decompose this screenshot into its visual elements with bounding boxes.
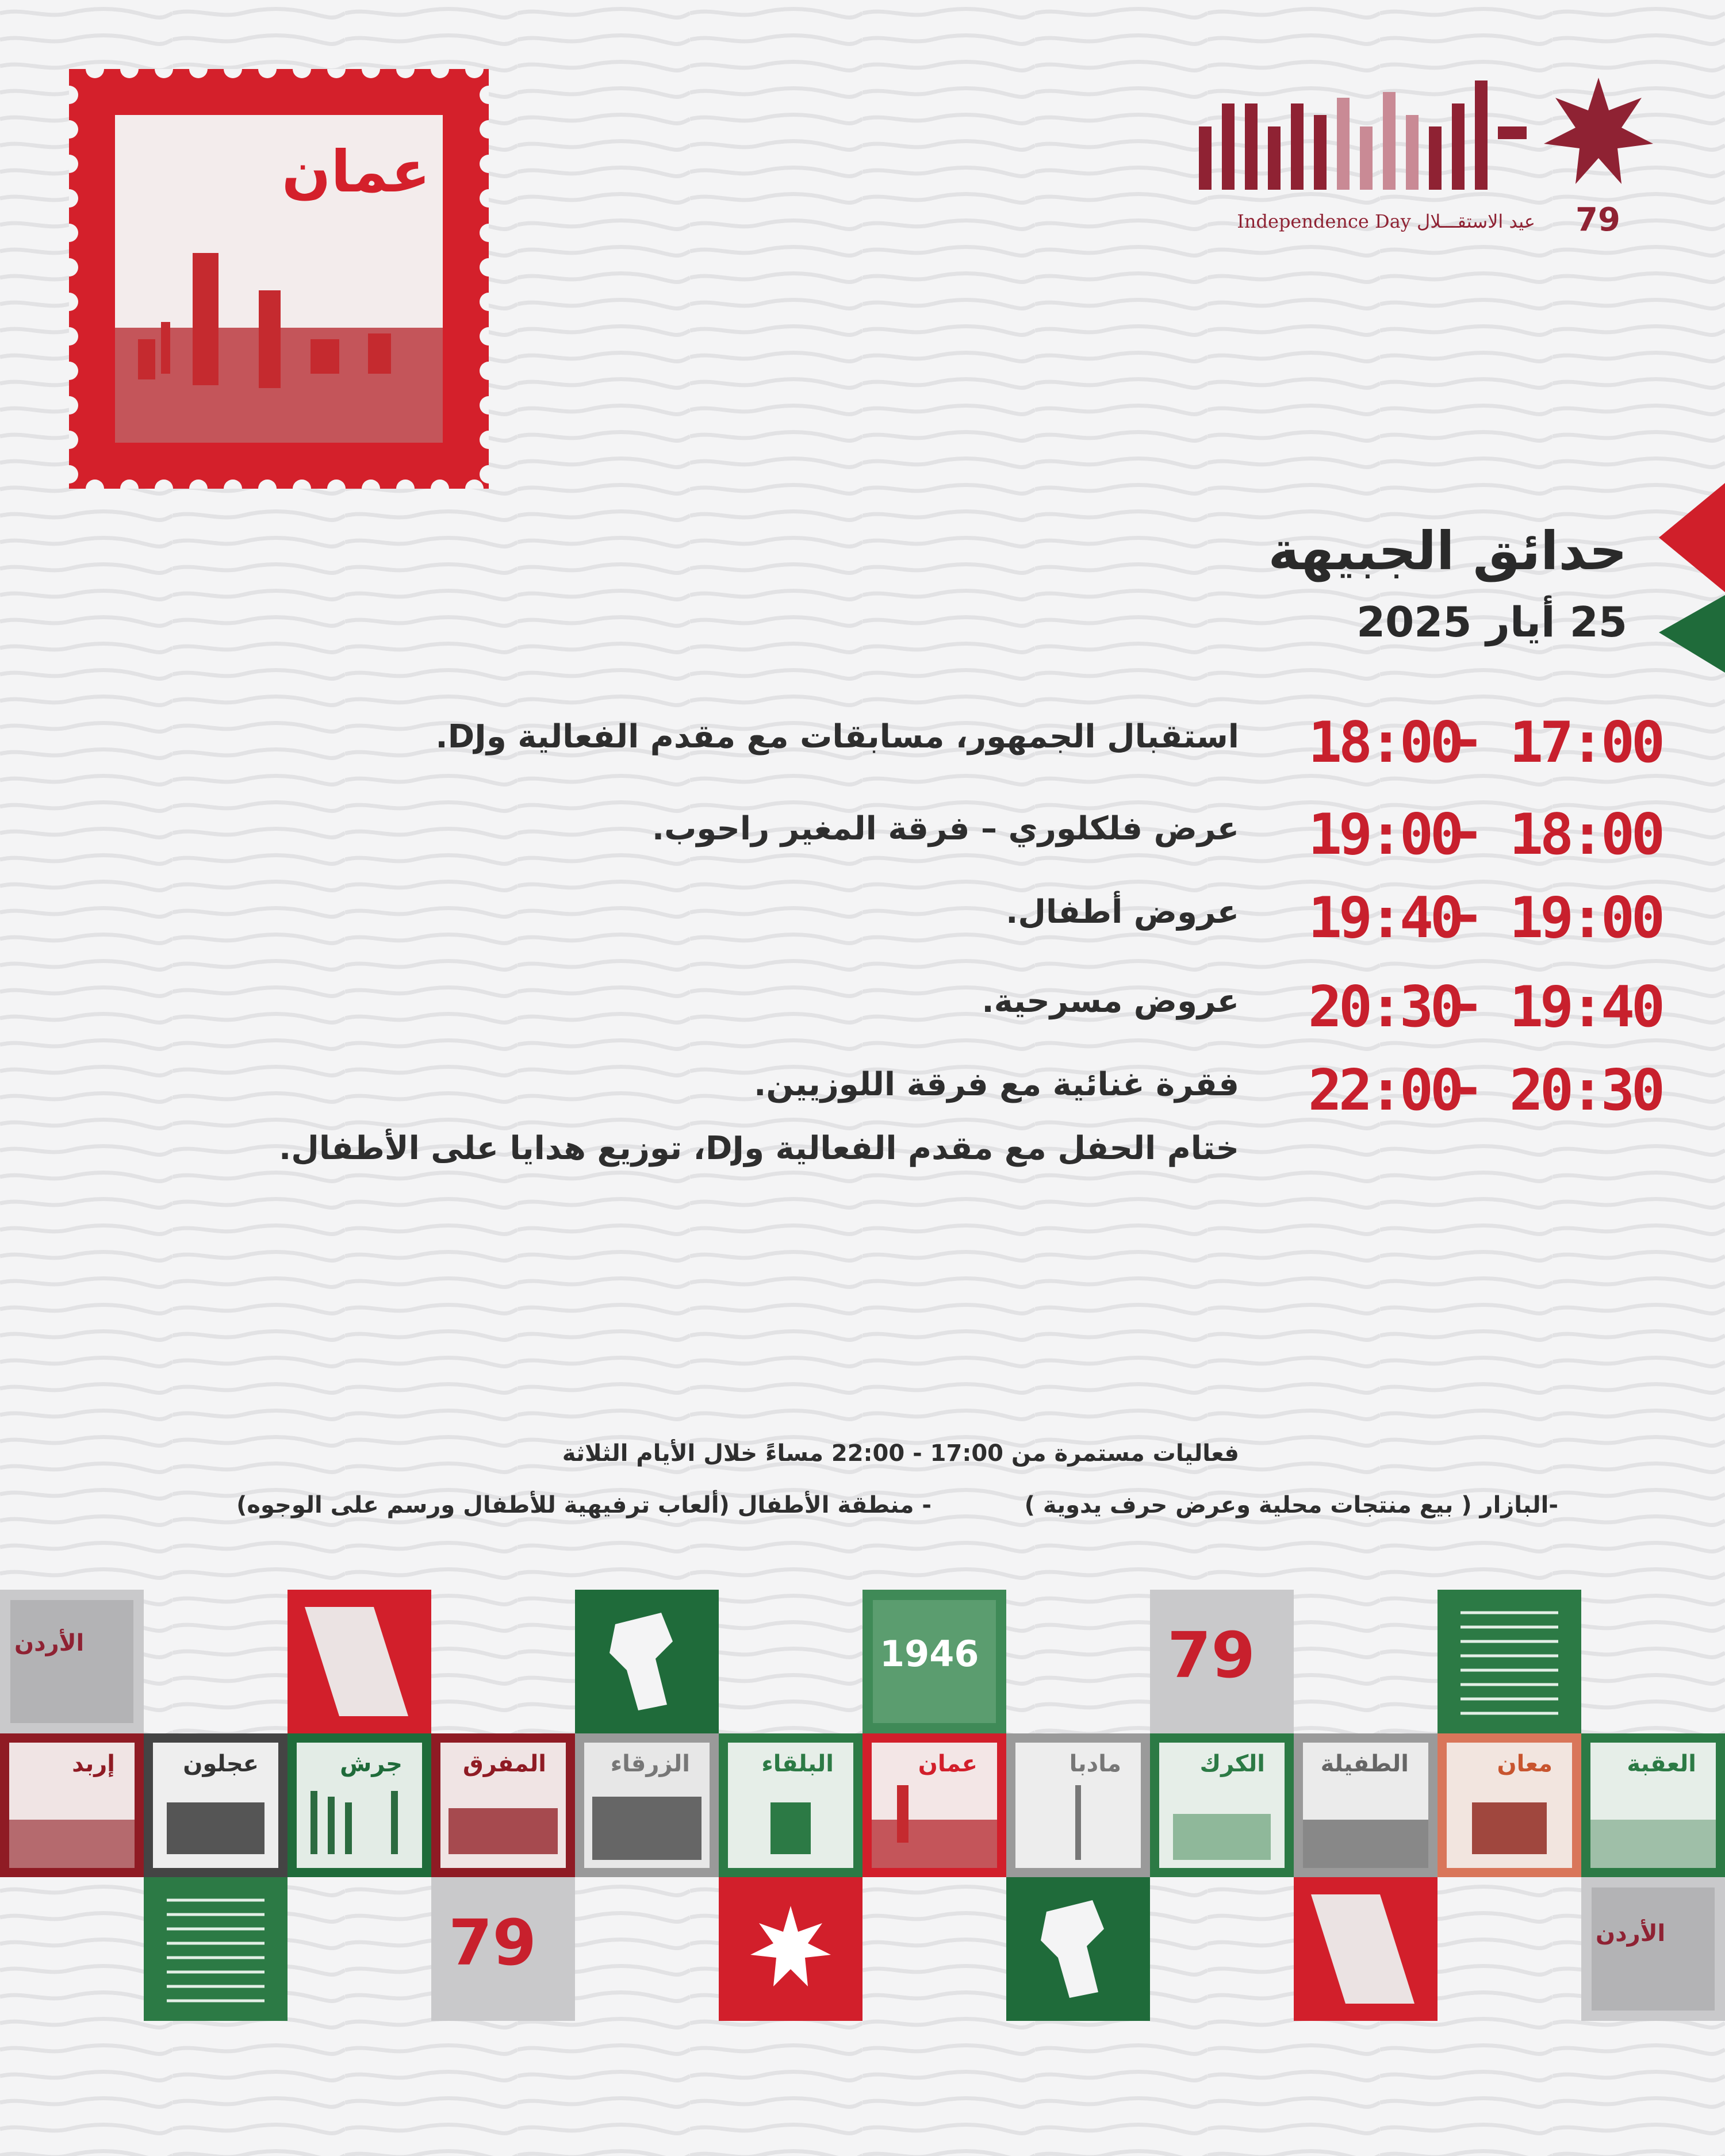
logo-subtitle [1202,210,1535,232]
time-separator: - [1458,710,1479,770]
star-stamp [719,1877,862,2021]
activity-description: فقرة غنائية مع فرقة اللوزيين. [754,1066,1239,1103]
stamp-label: البلقاء [761,1751,834,1777]
stamp-label: عجلون [183,1751,259,1777]
keffiyeh-stamp [288,1590,431,1733]
schedule-row [0,975,1725,1044]
time-separator: - [1458,1058,1479,1118]
start-time: 19:40 [1509,975,1662,1040]
event-title: حدائق الجبيهة [1268,520,1627,582]
start-time: 19:00 [1509,885,1662,951]
activity-description: عرض فلكلوري – فرقة المغير راحوب. [651,810,1239,847]
closing-text: ختام الحفل مع مقدم الفعالية وDJ، توزيع هدايا على الأطفال. [278,1130,1239,1167]
continuous-activities-note: فعاليات مستمرة من 17:00 - 22:00 مساءً خلال الأيام الثلاثة [562,1440,1239,1467]
jordan-calligraphy-stamp [1581,1877,1725,2021]
logo-subtitle-ar: عيد الاستقـــلال [1417,210,1535,232]
stamp-label: الأردن [14,1630,85,1656]
stamp-label: الزرقاء [610,1751,690,1777]
text-stamp [144,1877,288,2021]
independence-logo-icon [1199,80,1532,190]
stamp-label: الكرك [1199,1751,1265,1777]
stamp-label: العقبة [1627,1751,1696,1777]
jordan-map-stamp [1006,1877,1150,2021]
amman-stamp [69,69,489,489]
start-time: 20:30 [1509,1058,1662,1123]
schedule-row [0,710,1725,779]
start-time: 17:00 [1509,710,1662,776]
end-time: 19:40 [1308,885,1461,951]
start-time: 18:00 [1509,802,1662,868]
stamp-label: 79 [1167,1618,1256,1692]
end-time: 22:00 [1308,1058,1461,1123]
end-time: 20:30 [1308,975,1461,1040]
activity-description: عروض أطفال. [1006,893,1239,931]
end-time: 19:00 [1308,802,1461,868]
stamp-label: جرش [340,1751,402,1777]
time-separator: - [1458,802,1479,862]
stamp-label: 1946 [880,1633,979,1675]
text-stamp [1438,1590,1581,1733]
stamp-label: عمان [918,1751,977,1777]
stamp-label: الأردن [1596,1920,1666,1947]
amman-stamp-label: عمان [282,138,431,205]
schedule-row [0,885,1725,954]
stamp-label: 79 [448,1906,537,1979]
time-separator: - [1458,885,1479,946]
star-icon [1541,75,1656,190]
logo-subtitle-en: Independence Day [1237,210,1411,232]
logo-number: 79 [1575,201,1620,239]
stamp-label: الطفيلة [1320,1751,1409,1777]
bazaar-note: -البازار ( بيع منتجات محلية وعرض حرف يدوية ) [1024,1492,1558,1518]
time-separator: - [1458,975,1479,1035]
event-date: 25 أيار 2025 [1356,598,1627,646]
activity-description: عروض مسرحية. [982,983,1239,1020]
jordan-calligraphy-stamp [0,1590,144,1733]
activity-description: استقبال الجمهور، مسابقات مع مقدم الفعالية وDJ. [435,718,1239,755]
flag-triangles-icon [1659,483,1725,673]
stamp-label: المفرق [463,1751,546,1777]
stamp-label: مادبا [1069,1751,1121,1777]
schedule-row [0,802,1725,871]
jordan-map-stamp [575,1590,719,1733]
stamp-label: معان [1497,1751,1552,1777]
schedule-row [0,1058,1725,1127]
stamp-label: إربد [72,1751,115,1777]
end-time: 18:00 [1308,710,1461,776]
kids-zone-note: - منطقة الأطفال (ألعاب ترفيهية للأطفال ورسم على الوجوه) [236,1492,931,1518]
keffiyeh-stamp [1294,1877,1438,2021]
